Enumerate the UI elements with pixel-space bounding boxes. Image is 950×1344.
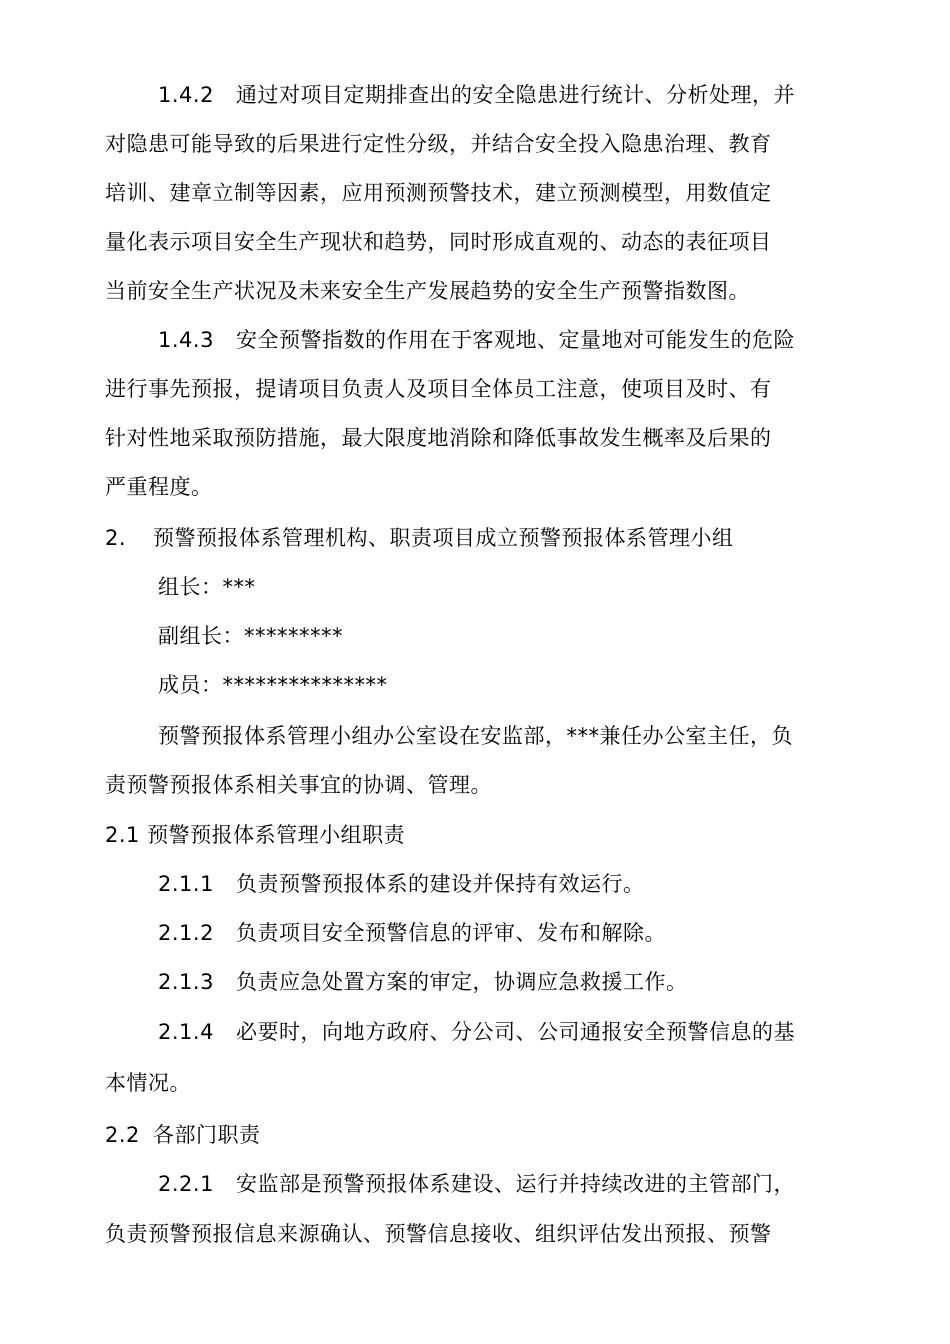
heading-text: 各部门职责 bbox=[153, 1123, 261, 1147]
line-text: 进行事先预报，提请项目负责人及项目全体员工注意，使项目及时、有 bbox=[105, 377, 772, 401]
item-2-1-4-line-1 bbox=[158, 1017, 795, 1047]
item-2-2-1-line-1 bbox=[158, 1169, 795, 1199]
line-text: 组长：*** bbox=[158, 575, 256, 599]
paragraph-1-4-2-line-2 bbox=[105, 129, 772, 159]
section-number: 2.2.1 bbox=[158, 1172, 214, 1196]
section-number: 2.1.4 bbox=[158, 1020, 214, 1044]
line-text: 安全预警指数的作用在于客观地、定量地对可能发生的危险 bbox=[236, 328, 795, 352]
paragraph-1-4-2-line-4 bbox=[105, 227, 772, 257]
paragraph-1-4-2-line-1 bbox=[158, 80, 795, 110]
line-text: 培训、建章立制等因素，应用预测预警技术，建立预测模型，用数值定 bbox=[105, 181, 772, 205]
office-paragraph-line-1 bbox=[158, 721, 793, 751]
paragraph-1-4-3-line-3 bbox=[105, 423, 772, 453]
section-2-1-heading bbox=[105, 820, 405, 850]
item-2-1-3 bbox=[158, 967, 688, 997]
members-line bbox=[158, 670, 388, 700]
line-text: 针对性地采取预防措施，最大限度地消除和降低事故发生概率及后果的 bbox=[105, 426, 772, 450]
section-number: 2.2 bbox=[105, 1123, 140, 1147]
line-text: 本情况。 bbox=[105, 1071, 191, 1095]
section-number: 2.1.1 bbox=[158, 872, 214, 896]
item-2-1-2 bbox=[158, 918, 666, 948]
line-text: 通过对项目定期排查出的安全隐患进行统计、分析处理，并 bbox=[236, 83, 795, 107]
section-2-2-heading bbox=[105, 1120, 261, 1150]
line-text: 负责项目安全预警信息的评审、发布和解除。 bbox=[236, 921, 666, 945]
line-text: 必要时，向地方政府、分公司、公司通报安全预警信息的基 bbox=[236, 1020, 795, 1044]
paragraph-1-4-3-line-4 bbox=[105, 472, 213, 502]
heading-text: 预警预报体系管理机构、职责项目成立预警预报体系管理小组 bbox=[153, 526, 734, 550]
paragraph-1-4-3-line-2 bbox=[105, 374, 772, 404]
line-text: 量化表示项目安全生产现状和趋势，同时形成直观的、动态的表征项目 bbox=[105, 230, 772, 254]
section-number: 2.1.3 bbox=[158, 970, 214, 994]
section-number: 1.4.3 bbox=[158, 328, 214, 352]
item-2-1-4-line-2 bbox=[105, 1068, 191, 1098]
section-number: 2. bbox=[105, 526, 127, 550]
line-text: 负责预警预报信息来源确认、预警信息接收、组织评估发出预报、预警 bbox=[105, 1222, 772, 1246]
line-text: 负责预警预报体系的建设并保持有效运行。 bbox=[236, 872, 645, 896]
line-text: 负责应急处置方案的审定，协调应急救援工作。 bbox=[236, 970, 688, 994]
paragraph-1-4-3-line-1 bbox=[158, 325, 795, 355]
line-text: 安监部是预警预报体系建设、运行并持续改进的主管部门， bbox=[236, 1172, 795, 1196]
line-text: 对隐患可能导致的后果进行定性分级，并结合安全投入隐患治理、教育 bbox=[105, 132, 772, 156]
section-2-heading bbox=[105, 523, 734, 553]
item-2-2-1-line-2 bbox=[105, 1219, 772, 1249]
line-text: 当前安全生产状况及未来安全生产发展趋势的安全生产预警指数图。 bbox=[105, 279, 750, 303]
paragraph-1-4-2-line-5 bbox=[105, 276, 750, 306]
item-2-1-1 bbox=[158, 869, 645, 899]
office-paragraph-line-2 bbox=[105, 770, 492, 800]
line-text: 成员：*************** bbox=[158, 673, 388, 697]
group-leader-line bbox=[158, 572, 256, 602]
line-text: 副组长：********* bbox=[158, 624, 343, 648]
paragraph-1-4-2-line-3 bbox=[105, 178, 772, 208]
section-number: 2.1.2 bbox=[158, 921, 214, 945]
section-number: 1.4.2 bbox=[158, 83, 214, 107]
line-text: 责预警预报体系相关事宜的协调、管理。 bbox=[105, 773, 492, 797]
heading-text: 2.1 预警预报体系管理小组职责 bbox=[105, 823, 406, 847]
deputy-leader-line bbox=[158, 621, 343, 651]
line-text: 严重程度。 bbox=[105, 475, 213, 499]
line-text: 预警预报体系管理小组办公室设在安监部，***兼任办公室主任，负 bbox=[158, 724, 793, 748]
